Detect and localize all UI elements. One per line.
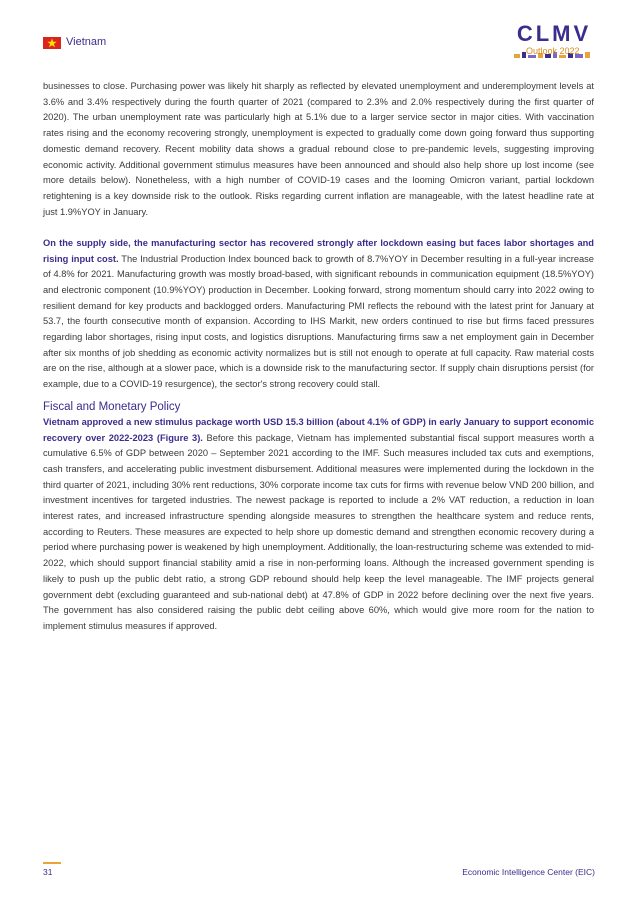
footer-organization: Economic Intelligence Center (EIC) (462, 867, 595, 877)
paragraph-lead: On the supply side, the manufacturing sector has recovered strongly after lockdown easing but faces labor shortages and rising input cost. (43, 237, 594, 264)
paragraph-stimulus (43, 415, 594, 635)
country-label: Vietnam (66, 36, 107, 48)
logo-text: CLMV (516, 21, 592, 46)
paragraph-unemployment: businesses to close. Purchasing power was likely hit sharply as reflected by elevated unemployment and underemployment levels at 3.6% and 3.4% respectively during the fourth quarter of 2021 (compared to 2.3% and 2.0% respectively during the first quarter of 2020). The urban unemployment rate was particularly high at 5.1% due to a larger service sector in major cities. With vaccination rates rising and the economy recovering strongly, unemployment is expected to gradually come down going forward thus supporting domestic demand recovery. Recent mobility data shows a gradual rebound close to pre-pandemic levels, suggesting improving economic activity. Additional government stimulus measures have been announced and should also help shore up lost income (see more details below). Nonetheless, with a high number of COVID-19 cases and the looming Omicron variant, partial lockdown retightening is a key downside risk to the outlook. Risks regarding current inflation are manageable, with the latest headline rate at just 1.9%YOY in January. (43, 81, 594, 217)
outlook-label: Outlook 2022 (526, 46, 580, 56)
paragraph-supply-side (43, 236, 594, 393)
page-header (0, 0, 638, 70)
paragraph-body: The Industrial Production Index bounced back to growth of 8.7%YOY in December resulting in a full-year increase of 4.8% for 2021. Manufacturing growth was mostly broad-based, with significant rebounds in communication equipment (18.5%YOY) and electronic component (10.9%YOY) production in December. Looking forward, strong momentum should carry into 2022 owing to resilient demand for key products and backlogged orders. Manufacturing PMI reflects the rebound with the latest print for January at 53.7, the fourth consecutive month of expansion. According to IHS Markit, new orders continued to rise but firms faced pressures regarding labor shortages, rising input costs, and logistics disruptions. Manufacturing firms saw a net employment gain in December after six months of job shedding as economic activity normalizes but is still not enough to operate at full capacity. Raw material costs are on the rise, although at a slower pace, which is a downside risk to the manufacturing sector. If supply chain disruptions persist (for example, due to a COVID-19 resurgence), the sector's strong recovery could stall. (43, 253, 594, 390)
vietnam-flag-icon (43, 37, 61, 49)
page-number: 31 (43, 867, 53, 877)
paragraph-body: Before this package, Vietnam has implemented substantial fiscal support measures worth a cumulative 6.5% of GDP between 2020 – September 2021 according to the IMF. Such measures included tax cuts and exemptions, cash transfers, and accelerating public investment disbursement. Additional measures were implemented during the lockdown in the third quarter of 2021, including 30% rent reductions, 30% corporate income tax cuts for firms with revenue below VND 200 billion, and investment incentives for targeted industries. The newest package is reported to include a 2% VAT reduction, a reduction in loan interest rates, and increased infrastructure spending alongside measures to strengthen the healthcare system and reduce rents, according to Reuters. These measures are expected to help shore up domestic demand and strengthen economic recovery during a period where purchasing power is weakened by high unemployment. Additionally, the loan-restructuring scheme was extended to mid-2022, which should support financial stability amid a rise in non-performing loans. Although the increased government spending is likely to push up the public debt ratio, a strong GDP rebound should help keep the level manageable. The IMF projects general government debt (excluding guaranteed and sub-national debt) at 47.8% of GDP in 2022 before declining over the next five years. The government has also considered raising the public debt ceiling above 60%, which would give more room for the nation to implement stimulus measures if approved. (43, 432, 594, 631)
main-content (43, 79, 594, 635)
section-title: Fiscal and Monetary Policy (43, 400, 181, 413)
paragraph-lead: Vietnam approved a new stimulus package worth USD 15.3 billion (about 4.1% of GDP) in early January to support economic recovery over 2022-2023 (Figure 3). (43, 416, 594, 443)
footer-accent-line (43, 862, 61, 864)
